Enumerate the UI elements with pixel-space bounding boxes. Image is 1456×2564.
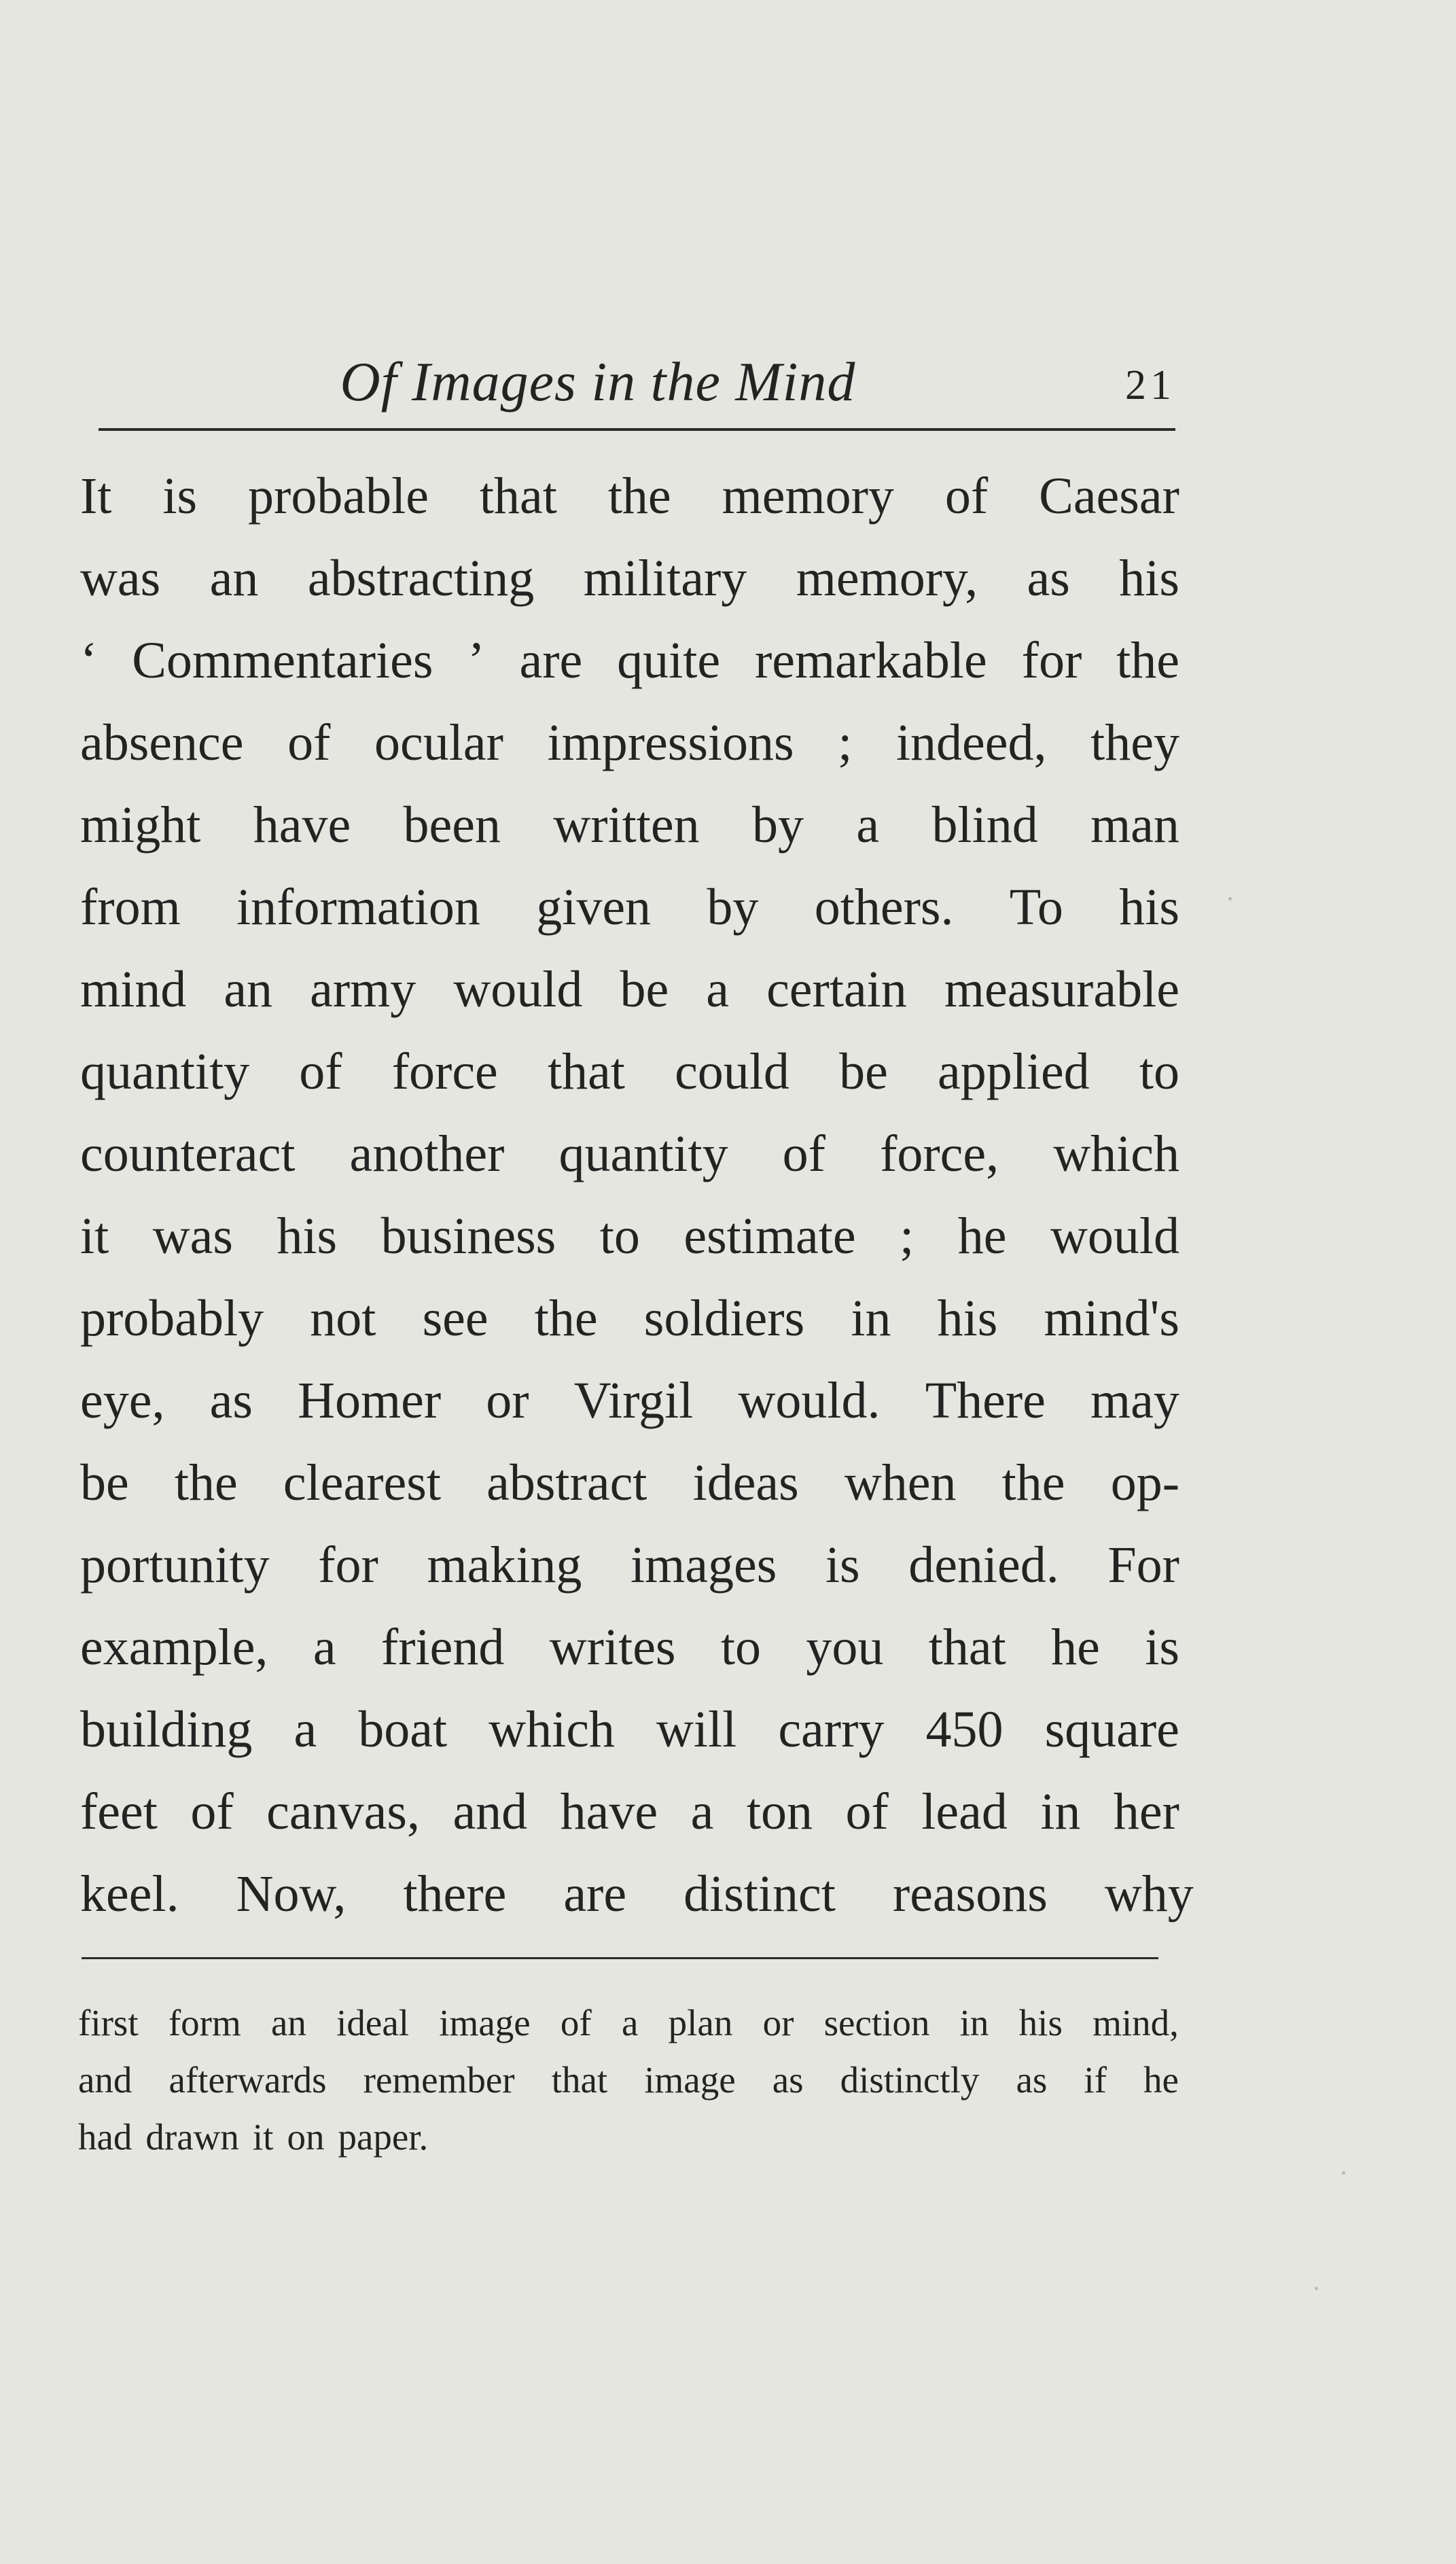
word: that	[479, 468, 557, 525]
word: why	[1104, 1865, 1194, 1922]
word: by	[707, 879, 759, 936]
word: had	[78, 2116, 132, 2158]
word: his	[1018, 2002, 1063, 2043]
word: the	[1001, 1454, 1065, 1511]
word: ;	[838, 714, 853, 771]
word: counteract	[80, 1125, 296, 1182]
word: others.	[814, 879, 954, 936]
word: 450	[925, 1701, 1004, 1758]
word: to	[1139, 1043, 1179, 1100]
word: a	[294, 1701, 317, 1758]
word: probably	[80, 1290, 264, 1347]
text-line	[80, 1195, 1179, 1278]
text-line	[80, 1360, 1179, 1442]
footnote-line	[78, 1995, 1179, 2052]
text-line	[80, 866, 1179, 949]
word: To	[1009, 879, 1063, 936]
word: of	[944, 468, 989, 525]
word: mind,	[1093, 2002, 1179, 2043]
word: written	[553, 796, 700, 854]
page-number: 21	[1125, 362, 1175, 408]
word: Caesar	[1039, 468, 1179, 525]
word: memory,	[796, 550, 978, 607]
text-line	[80, 1771, 1179, 1853]
word: be	[839, 1043, 888, 1100]
word: of	[782, 1125, 825, 1182]
paper-speck	[1228, 897, 1232, 900]
word: is	[825, 1536, 860, 1594]
paper-speck	[1315, 2287, 1318, 2290]
footnote-line	[78, 2109, 1179, 2166]
word: as	[1027, 550, 1070, 607]
word: force	[391, 1043, 498, 1100]
word: would	[453, 961, 583, 1018]
word: force,	[880, 1125, 999, 1182]
word: of	[190, 1783, 234, 1840]
word: distinctly	[840, 2059, 980, 2101]
word: of	[299, 1043, 342, 1100]
word: mind's	[1044, 1290, 1179, 1347]
word: denied.	[908, 1536, 1059, 1594]
word: see	[422, 1290, 489, 1347]
word: his	[1119, 879, 1179, 936]
word: abstract	[486, 1454, 647, 1511]
footnote	[78, 1995, 1179, 2166]
running-title: Of Images in the Mind	[340, 351, 856, 412]
word: Virgil	[573, 1372, 694, 1429]
word: image	[644, 2059, 736, 2101]
word: clearest	[283, 1454, 441, 1511]
word: and	[78, 2059, 132, 2101]
word: as	[1016, 2059, 1048, 2101]
word: a	[856, 796, 880, 854]
word: For	[1107, 1536, 1179, 1594]
word: are	[519, 632, 583, 689]
word: boat	[358, 1701, 448, 1758]
word: a	[313, 1619, 336, 1676]
word: ‘	[80, 632, 98, 689]
word: a	[621, 2002, 639, 2043]
word: it	[80, 1208, 109, 1265]
word: be	[620, 961, 669, 1018]
word: from	[80, 879, 181, 936]
word: would	[1050, 1208, 1179, 1265]
word: reasons	[892, 1865, 1048, 1922]
text-line	[80, 1113, 1179, 1195]
word: an	[271, 2002, 306, 2043]
text-line	[80, 1524, 1179, 1606]
word: might	[80, 796, 201, 854]
word: It	[80, 468, 112, 525]
word: keel.	[80, 1865, 179, 1922]
word: for	[1021, 632, 1082, 689]
word: impressions	[547, 714, 794, 771]
body-text	[80, 455, 1194, 1935]
word: man	[1090, 796, 1179, 854]
footnote-rule	[82, 1957, 1158, 1959]
word: he	[957, 1208, 1007, 1265]
word: are	[563, 1865, 627, 1922]
word: the	[534, 1290, 598, 1347]
text-line	[80, 1606, 1179, 1689]
text-line	[80, 1689, 1179, 1771]
word: section	[823, 2002, 930, 2043]
word: her	[1113, 1783, 1179, 1840]
word: first	[78, 2002, 139, 2043]
word: his	[937, 1290, 998, 1347]
word: to	[599, 1208, 640, 1265]
word: certain	[766, 961, 907, 1018]
word: distinct	[683, 1865, 836, 1922]
word: probable	[248, 468, 429, 525]
word: building	[80, 1701, 253, 1758]
footnote-line	[78, 2052, 1179, 2109]
word: when	[844, 1454, 957, 1511]
word: that	[551, 2059, 608, 2101]
text-line	[80, 784, 1179, 866]
word: carry	[778, 1701, 885, 1758]
word: plan	[668, 2002, 733, 2043]
word: will	[656, 1701, 737, 1758]
text-line	[80, 1442, 1179, 1524]
word: paper.	[338, 2116, 429, 2158]
word: been	[403, 796, 501, 854]
paper-speck	[1342, 2171, 1345, 2175]
word: making	[427, 1536, 582, 1594]
word: you	[806, 1619, 884, 1676]
word: There	[925, 1372, 1046, 1429]
word: a	[690, 1783, 714, 1840]
word: absence	[80, 714, 244, 771]
word: it	[252, 2116, 274, 2158]
text-line	[80, 455, 1179, 538]
word: by	[752, 796, 804, 854]
word: quantity	[80, 1043, 250, 1100]
word: army	[310, 961, 416, 1018]
word: blind	[931, 796, 1038, 854]
word: memory	[722, 468, 894, 525]
word: as	[772, 2059, 804, 2101]
word: images	[631, 1536, 777, 1594]
word: example,	[80, 1619, 268, 1676]
word: not	[310, 1290, 376, 1347]
word: afterwards	[168, 2059, 327, 2101]
word: ideal	[336, 2002, 410, 2043]
word: ;	[900, 1208, 915, 1265]
word: he	[1143, 2059, 1179, 2101]
word: of	[560, 2002, 592, 2043]
word: the	[1116, 632, 1179, 689]
running-head	[82, 340, 1175, 421]
word: square	[1044, 1701, 1179, 1758]
word: or	[486, 1372, 529, 1429]
word: abstracting	[307, 550, 535, 607]
word: remember	[363, 2059, 515, 2101]
text-line	[80, 949, 1179, 1031]
word: mind	[80, 961, 187, 1018]
word: and	[452, 1783, 528, 1840]
word: form	[168, 2002, 241, 2043]
word: canvas,	[266, 1783, 420, 1840]
word: Commentaries	[132, 632, 433, 689]
word: was	[152, 1208, 233, 1265]
text-line	[80, 1853, 1194, 1935]
word: portunity	[80, 1536, 270, 1594]
word: an	[224, 961, 273, 1018]
word: eye,	[80, 1372, 165, 1429]
word: remarkable	[754, 632, 987, 689]
word: his	[277, 1208, 338, 1265]
word: is	[1145, 1619, 1179, 1676]
word: in	[1040, 1783, 1081, 1840]
word: was	[80, 550, 161, 607]
word: they	[1090, 714, 1179, 771]
word: information	[236, 879, 480, 936]
text-line	[80, 702, 1179, 784]
word: in	[851, 1290, 891, 1347]
word: given	[536, 879, 652, 936]
word: on	[287, 2116, 325, 2158]
word: could	[675, 1043, 789, 1100]
word: there	[403, 1865, 507, 1922]
word: ’	[467, 632, 485, 689]
word: business	[380, 1208, 556, 1265]
word: ideas	[692, 1454, 799, 1511]
word: the	[607, 468, 671, 525]
word: ocular	[374, 714, 503, 771]
word: to	[720, 1619, 761, 1676]
word: lead	[921, 1783, 1008, 1840]
word: he	[1051, 1619, 1100, 1676]
word: have	[253, 796, 351, 854]
word: op-	[1110, 1454, 1179, 1511]
word: quite	[617, 632, 721, 689]
word: for	[318, 1536, 378, 1594]
word: would.	[738, 1372, 881, 1429]
word: or	[762, 2002, 794, 2043]
word: an	[209, 550, 259, 607]
text-line	[80, 538, 1179, 620]
text-line	[80, 1031, 1179, 1113]
word: another	[349, 1125, 505, 1182]
word: Homer	[298, 1372, 442, 1429]
word: is	[162, 468, 198, 525]
word: military	[583, 550, 747, 607]
word: be	[80, 1454, 129, 1511]
text-line	[80, 620, 1179, 702]
word: friend	[380, 1619, 505, 1676]
word: Now,	[236, 1865, 347, 1922]
word: ton	[746, 1783, 813, 1840]
word: image	[439, 2002, 531, 2043]
word: his	[1119, 550, 1179, 607]
word: which	[1053, 1125, 1179, 1182]
word: that	[547, 1043, 625, 1100]
word: measurable	[944, 961, 1179, 1018]
word: indeed,	[895, 714, 1047, 771]
text-line	[80, 1278, 1179, 1360]
word: of	[845, 1783, 889, 1840]
word: as	[209, 1372, 253, 1429]
word: may	[1090, 1372, 1179, 1429]
word: soldiers	[643, 1290, 805, 1347]
word: of	[287, 714, 331, 771]
word: if	[1084, 2059, 1107, 2101]
word: a	[706, 961, 729, 1018]
word: drawn	[145, 2116, 239, 2158]
word: which	[489, 1701, 615, 1758]
word: that	[928, 1619, 1006, 1676]
word: have	[560, 1783, 658, 1840]
word: estimate	[683, 1208, 856, 1265]
word: in	[959, 2002, 989, 2043]
word: feet	[80, 1783, 158, 1840]
word: writes	[549, 1619, 676, 1676]
word: applied	[937, 1043, 1090, 1100]
word: the	[174, 1454, 238, 1511]
header-rule	[99, 428, 1175, 431]
word: quantity	[558, 1125, 728, 1182]
